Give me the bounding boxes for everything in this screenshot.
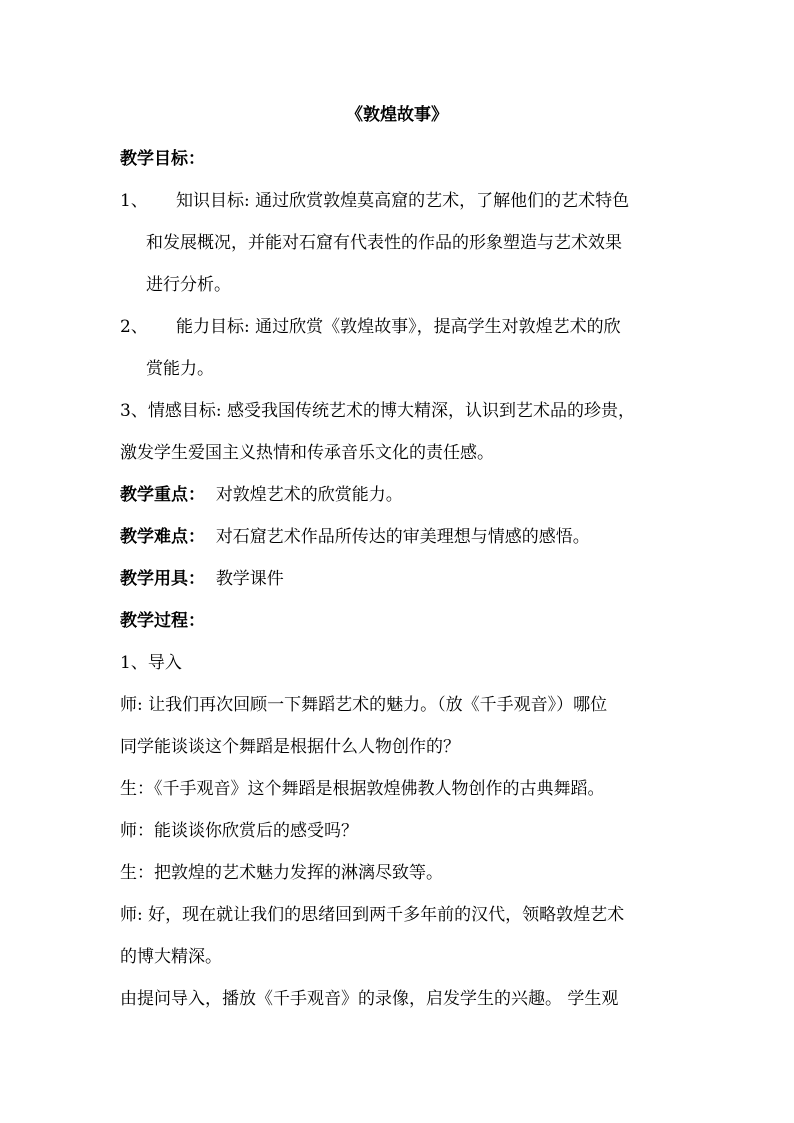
objective-1-line-3: 进行分析。 bbox=[146, 275, 231, 295]
key-point-row bbox=[120, 484, 403, 506]
process-line: 师: 让我们再次回顾一下舞蹈艺术的魅力。（放《千手观音》）哪位 bbox=[120, 695, 608, 715]
key-point-label: 教学重点： bbox=[120, 485, 205, 505]
tools-label: 教学用具： bbox=[120, 569, 205, 589]
tools-text: 教学课件 bbox=[215, 569, 284, 589]
key-point-text: 对敦煌艺术的欣赏能力。 bbox=[215, 485, 403, 505]
process-step-1: 1、导入 bbox=[120, 653, 182, 673]
objective-2-line-1 bbox=[120, 316, 621, 338]
objective-1-text: 知识目标: 通过欣赏敦煌莫高窟的艺术，了解他们的艺术特色 bbox=[176, 191, 630, 211]
objective-1-line-1 bbox=[120, 190, 629, 212]
process-line: 由提问导入，播放《千手观音》的录像，启发学生的兴趣。 学生观 bbox=[120, 989, 619, 1009]
objectives-heading: 教学目标： bbox=[120, 149, 205, 169]
difficulty-text: 对石窟艺术作品所传达的审美理想与情感的感悟。 bbox=[215, 527, 590, 547]
tools-row bbox=[120, 568, 284, 590]
difficulty-label: 教学难点： bbox=[120, 527, 205, 547]
difficulty-row bbox=[120, 526, 590, 548]
objective-2-text: 能力目标: 通过欣赏《敦煌故事》，提高学生对敦煌艺术的欣 bbox=[176, 317, 621, 337]
process-line: 师: 好，现在就让我们的思绪回到两千多年前的汉代，领略敦煌艺术 bbox=[120, 905, 625, 925]
process-line: 的博大精深。 bbox=[120, 947, 222, 967]
objective-1-number: 1、 bbox=[120, 191, 148, 211]
process-line: 师：能谈谈你欣赏后的感受吗？ bbox=[120, 821, 358, 841]
process-line: 生：《千手观音》这个舞蹈是根据敦煌佛教人物创作的古典舞蹈。 bbox=[120, 779, 605, 799]
process-heading: 教学过程： bbox=[120, 611, 205, 631]
process-line: 同学能谈谈这个舞蹈是根据什么人物创作的？ bbox=[120, 737, 460, 757]
objective-3-line-2: 激发学生爱国主义热情和传承音乐文化的责任感。 bbox=[120, 443, 494, 463]
document-title: 《敦煌故事》 bbox=[346, 105, 448, 125]
objective-2-number: 2、 bbox=[120, 317, 148, 337]
objective-2-line-2: 赏能力。 bbox=[146, 359, 214, 379]
objective-1-line-2: 和发展概况，并能对石窟有代表性的作品的形象塑造与艺术效果 bbox=[146, 233, 622, 253]
objective-3-line-1: 3、情感目标: 感受我国传统艺术的博大精深，认识到艺术品的珍贵， bbox=[120, 401, 635, 421]
process-line: 生：把敦煌的艺术魅力发挥的淋漓尽致等。 bbox=[120, 863, 443, 883]
